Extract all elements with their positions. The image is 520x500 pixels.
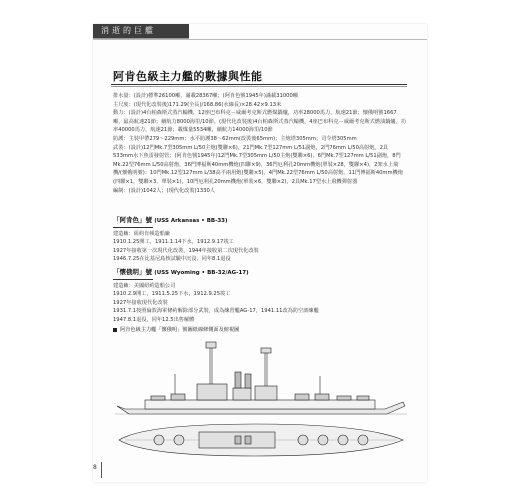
page-number: 8 bbox=[93, 464, 97, 471]
ship-line: 建造廠：紐約肯頓造船廠 bbox=[113, 230, 171, 237]
spec-propulsion: 動力：(設計)4台帕森斯式蒸汽輪機，12座巴布科克－威爾考克斯式燃煤鍋爐，功率28000馬力，航速21節；懷俄明號1667噸，最高航速21節；續航力8000海里/10節。(現代化改裝後)4台帕森斯式蒸汽輪機，4座巴布科克－威爾考克斯式燃油鍋爐，功率40000馬力，航速21節；載煤量5534噸，續航力14000海里/10節 bbox=[113, 110, 406, 134]
ship-top-view bbox=[119, 424, 403, 456]
ship-line: 1927年接收現代化改裝 bbox=[113, 299, 168, 306]
caption-marker-icon bbox=[113, 328, 117, 332]
ship-entry-arkansas bbox=[113, 216, 407, 264]
ship-name: 「懷俄明」號 (USS Wyoming • BB-32/AG-17) bbox=[113, 268, 249, 276]
ship-name: 「阿肯色」號 (USS Arkansas • BB-33) bbox=[113, 216, 228, 224]
spec-complement: 編制：(設計)1042人；(現代化改裝)1330人 bbox=[113, 187, 215, 194]
ship-line: 1947.8.1退役，同年12.5出售解體 bbox=[113, 316, 195, 323]
spec-armament: 武裝：(設計)12門Mk.7型305mm L/50主炮(雙聯×6)，21門Mk.7型127mm L/51副炮，2門76mm L/50高射炮，2具533mm水下魚雷發射管；(阿肯色號1945年)12門Mk.7型305mm L/50主炮(雙聯×6)，6門Mk.7型127mm L/51副炮，8門Mk.22型76mm L/50高射炮，36門博福斯40mm機炮(四聯×9)，36門厄利孔20mm機炮(單裝×28，雙聯×4)，2架水上飛機/(懷俄明號)：10門Mk.12型127mm L/38高平兩用炮(雙聯×5)，4門Mk.22型76mm L/50高射炮，11門博福斯40mm機炮(四聯×1，雙聯×3，單裝×1)，10門厄利孔20mm機炮(單裝×6，雙聯×2)，2具Mk.17型水上飛機彈射器 bbox=[113, 144, 403, 185]
running-header: 消逝的巨艦 bbox=[93, 24, 189, 40]
spec-displacement: 排水量：(設計)標準26100噸，滿載28367噸；(阿肯色號1945年)滿載31000噸 bbox=[113, 93, 298, 99]
ship-line: 1931.7.1按照倫敦海軍條約解除部分武裝，成為練習艦AG-17，1941.11改為防空訓練艦 bbox=[113, 308, 319, 315]
ship-rule bbox=[113, 227, 153, 228]
ship-entry-wyoming bbox=[113, 268, 407, 325]
ship-rule bbox=[113, 279, 153, 280]
ship-drawing bbox=[115, 336, 407, 464]
spec-armor: 防護：主裝甲帶279～229mm；水平防護38～62mm(改裝後65mm)；主炮塔305mm；司令塔305mm bbox=[113, 135, 357, 142]
ship-line: 1927年接收第一次現代化改裝，1944年接收第二次現代化改裝 bbox=[113, 247, 259, 254]
page-number-rule bbox=[101, 462, 102, 478]
figure-caption: 阿肯色級主力艦「懷俄明」號圖紙線條側面及俯視圖 bbox=[113, 326, 239, 333]
title-rule bbox=[111, 84, 407, 85]
specs-block bbox=[113, 92, 407, 195]
ship-line: 1946.7.25在比基尼島核試驗中沉沒，同年8.1退役 bbox=[113, 256, 231, 263]
ship-line: 建造廠：美國紐約造船公司 bbox=[113, 282, 176, 289]
ship-line: 1910.1.25開工，1911.1.14下水，1912.9.17竣工 bbox=[113, 239, 234, 246]
document-page bbox=[93, 24, 427, 482]
title-rule-secondary bbox=[111, 86, 407, 87]
ship-line: 1910.2.9開工，1911.5.25下水，1912.9.25竣工 bbox=[113, 291, 231, 298]
header-rule bbox=[93, 39, 427, 40]
spec-dimensions: 主尺度：(現代化改裝後)171.29(全長)/168.86(水線長)×28.42×9.13米 bbox=[113, 101, 282, 108]
ship-side-profile bbox=[115, 342, 407, 414]
section-title: 阿肯色級主力艦的數據與性能 bbox=[113, 70, 263, 83]
